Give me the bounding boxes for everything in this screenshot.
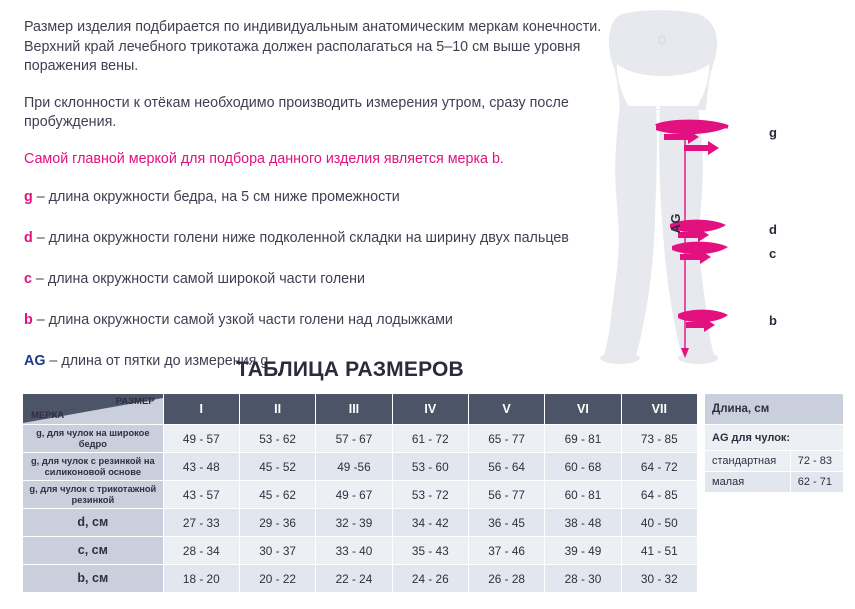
intro-highlight: Самой главной меркой для подбора данного изделия является мерка b. (24, 150, 504, 167)
cell-r2-c1: 43 - 57 (163, 481, 239, 509)
col-header-1: I (163, 394, 239, 425)
table-row (23, 509, 698, 537)
length-table-subheader: AG для чулок: (705, 425, 844, 451)
intro-paragraph-1: Размер изделия подбирается по индивидуальным анатомическим меркам конечности. Верхний край лечебного трикотажа должен располагаться на 5–10 см выше уровня поражения вены. (24, 19, 602, 74)
cell-r5-c7: 30 - 32 (621, 565, 697, 593)
cell-r0-c4: 61 - 72 (392, 425, 468, 453)
row-label-g-wide: g, для чулок на широкое бедро (23, 425, 164, 453)
cell-r1-c3: 49 -56 (316, 453, 392, 481)
legend-item-g (24, 188, 624, 207)
length-row-standard-value: 72 - 83 (790, 451, 843, 472)
cell-r0-c7: 73 - 85 (621, 425, 697, 453)
cell-r3-c4: 34 - 42 (392, 509, 468, 537)
legend-text-d: – длина окружности голени ниже подколенной складки на ширину двух пальцев (32, 230, 569, 246)
cell-r5-c4: 24 - 26 (392, 565, 468, 593)
label-b: b (769, 313, 777, 328)
label-ag: AG (668, 213, 683, 234)
cell-r3-c3: 32 - 39 (316, 509, 392, 537)
length-table-subheader-row (705, 425, 844, 451)
cell-r2-c6: 60 - 81 (545, 481, 621, 509)
cell-r2-c7: 64 - 85 (621, 481, 697, 509)
cell-r5-c6: 28 - 30 (545, 565, 621, 593)
cell-r4-c1: 28 - 34 (163, 537, 239, 565)
label-d: d (769, 222, 777, 237)
label-c: c (769, 246, 777, 261)
cell-r3-c1: 27 - 33 (163, 509, 239, 537)
legend-text-ag: – длина от пятки до измерения g (45, 353, 269, 369)
row-label-b: b, см (23, 565, 164, 593)
cell-r1-c6: 60 - 68 (545, 453, 621, 481)
length-row-small-value: 62 - 71 (790, 472, 843, 493)
cell-r5-c1: 18 - 20 (163, 565, 239, 593)
cell-r1-c2: 45 - 52 (239, 453, 315, 481)
legend-item-d (24, 229, 624, 248)
col-header-6: VI (545, 394, 621, 425)
cell-r2-c3: 49 - 67 (316, 481, 392, 509)
legend-item-b (24, 311, 624, 330)
row-label-g-knit: g, для чулок с трикотажной резинкой (23, 481, 164, 509)
intro-paragraph-2: При склонности к отёкам необходимо производить измерения утром, сразу после пробуждения. (24, 94, 569, 130)
cell-r0-c6: 69 - 81 (545, 425, 621, 453)
length-table-header-row (705, 394, 844, 425)
col-header-2: II (239, 394, 315, 425)
legend-text-c: – длина окружности самой широкой части голени (31, 271, 365, 287)
legend-text-b: – длина окружности самой узкой части голени над лодыжками (32, 312, 453, 328)
cell-r4-c4: 35 - 43 (392, 537, 468, 565)
legend-key-c: c (24, 271, 32, 287)
cell-r3-c6: 38 - 48 (545, 509, 621, 537)
cell-r1-c1: 43 - 48 (163, 453, 239, 481)
cell-r0-c1: 49 - 57 (163, 425, 239, 453)
row-label-c: c, см (23, 537, 164, 565)
col-header-4: IV (392, 394, 468, 425)
cell-r0-c3: 57 - 67 (316, 425, 392, 453)
cell-r2-c5: 56 - 77 (468, 481, 544, 509)
size-table (22, 393, 698, 593)
corner-measure-label: МЕРКА (31, 410, 65, 421)
cell-r3-c7: 40 - 50 (621, 509, 697, 537)
legend-item-c (24, 270, 624, 289)
cell-r1-c4: 53 - 60 (392, 453, 468, 481)
table-row (23, 565, 698, 593)
cell-r4-c2: 30 - 37 (239, 537, 315, 565)
cell-r4-c3: 33 - 40 (316, 537, 392, 565)
description-column (24, 18, 624, 393)
length-row-small-name: малая (705, 472, 791, 493)
leg-diagram-svg (560, 6, 855, 364)
row-label-d: d, см (23, 509, 164, 537)
corner-size-label: РАЗМЕР (115, 396, 155, 407)
cell-r5-c5: 26 - 28 (468, 565, 544, 593)
length-table-header: Длина, см (705, 394, 844, 425)
cell-r2-c2: 45 - 62 (239, 481, 315, 509)
cell-r3-c5: 36 - 45 (468, 509, 544, 537)
legend-key-b: b (24, 312, 33, 328)
cell-r1-c7: 64 - 72 (621, 453, 697, 481)
cell-r4-c5: 37 - 46 (468, 537, 544, 565)
cell-r4-c6: 39 - 49 (545, 537, 621, 565)
cell-r5-c2: 20 - 22 (239, 565, 315, 593)
label-g: g (769, 124, 777, 140)
table-title: ТАБЛИЦА РАЗМЕРОВ (236, 358, 464, 381)
legend-key-g: g (24, 189, 33, 205)
length-row-standard-name: стандартная (705, 451, 791, 472)
legend-key-d: d (24, 230, 33, 246)
length-table (704, 393, 844, 493)
cell-r4-c7: 41 - 51 (621, 537, 697, 565)
legend-key-ag: AG (24, 353, 46, 369)
leg-measurement-illustration (560, 6, 855, 364)
legend-text-g: – длина окружности бедра, на 5 см ниже промежности (32, 189, 400, 205)
col-header-5: V (468, 394, 544, 425)
table-row (23, 537, 698, 565)
cell-r1-c5: 56 - 64 (468, 453, 544, 481)
size-table-header-row (23, 394, 698, 425)
table-row (705, 472, 844, 493)
table-row (23, 453, 698, 481)
table-row (705, 451, 844, 472)
cell-r5-c3: 22 - 24 (316, 565, 392, 593)
cell-r0-c5: 65 - 77 (468, 425, 544, 453)
col-header-7: VII (621, 394, 697, 425)
col-header-3: III (316, 394, 392, 425)
table-row (23, 425, 698, 453)
row-label-g-silicone: g, для чулок с резинкой на силиконовой основе (23, 453, 164, 481)
left-leg-shape (604, 106, 657, 356)
table-corner-cell (23, 394, 164, 425)
table-row (23, 481, 698, 509)
cell-r0-c2: 53 - 62 (239, 425, 315, 453)
cell-r3-c2: 29 - 36 (239, 509, 315, 537)
cell-r2-c4: 53 - 72 (392, 481, 468, 509)
